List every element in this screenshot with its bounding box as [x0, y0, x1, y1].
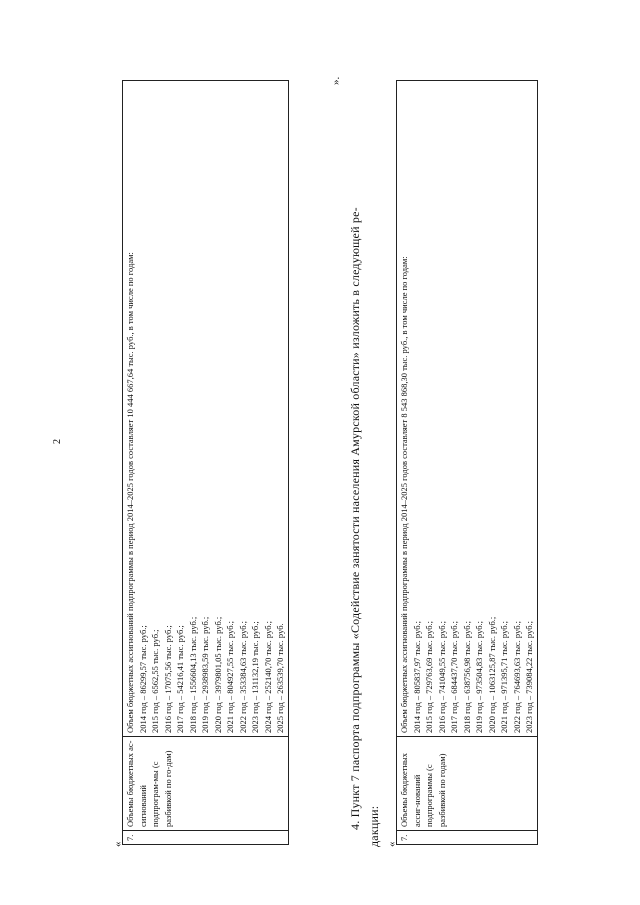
row-content	[123, 81, 289, 737]
row-number: 7.	[397, 831, 538, 845]
year-allocation: 2022 год – 353384,63 тыс. руб.;	[237, 620, 248, 733]
quote-close-1: ».	[330, 76, 342, 85]
year-allocation: 2018 год – 1556604,13 тыс. руб.;	[187, 616, 198, 733]
year-allocation: 2019 год – 2938983,59 тыс. руб.;	[200, 616, 210, 733]
year-allocation: 2022 год – 764693,63 тыс. руб.;	[511, 620, 522, 733]
year-allocation: 2021 год – 971395,71 тыс. руб.;	[499, 620, 509, 733]
year-allocation: 2017 год – 54216,41 тыс. руб.;	[175, 625, 185, 733]
row-label: Объемы бюджетных ас-сигнований подпрограм-мы (с разбивкой по го-дам)	[123, 737, 289, 831]
year-allocation: 2025 год – 263539,70 тыс. руб.	[275, 623, 285, 733]
year-allocation: 2016 год – 741049,55 тыс. руб.;	[436, 620, 447, 733]
section-heading: 4. Пункт 7 паспорта подпрограммы «Содействие занятости населения Амурской области» изложить в следующей ре-	[348, 207, 362, 830]
quote-open-1: «	[112, 841, 124, 847]
year-allocation: 2015 год – 729763,69 тыс. руб.;	[424, 620, 434, 733]
budget-table-2	[396, 80, 538, 845]
row-number: 7.	[123, 831, 289, 845]
table-row	[397, 81, 538, 845]
year-allocation: 2023 год – 131132,19 тыс. руб.;	[250, 621, 260, 733]
row-label: Объемы бюджетных ассиг-нований подпрограммы (с разбивкой по годам)	[397, 737, 538, 831]
section-heading-continued: дакции:	[367, 805, 381, 847]
year-allocation: 2016 год – 17075,56 тыс. руб.;	[162, 625, 173, 733]
year-list	[411, 84, 536, 733]
row-content	[397, 81, 538, 737]
year-allocation: 2023 год – 739084,22 тыс. руб.;	[524, 620, 534, 733]
year-allocation: 2015 год – 6562,55 тыс. руб.;	[150, 629, 160, 733]
table-row	[123, 81, 289, 845]
year-allocation: 2019 год – 973504,83 тыс. руб.;	[474, 620, 484, 733]
quote-open-2: «	[386, 841, 398, 847]
page-number: 2	[52, 439, 63, 444]
year-allocation: 2021 год – 804927,55 тыс. руб.;	[225, 620, 235, 733]
year-allocation: 2024 год – 252140,70 тыс. руб.;	[262, 620, 273, 733]
budget-intro: Объем бюджетных ассигнований подпрограммы в период 2014–2025 годов составляет 10 444 667,64 тыс. руб., в том числе по годам:	[125, 252, 135, 733]
year-allocation: 2020 год – 1063125,87 тыс. руб.;	[486, 616, 497, 733]
year-allocation: 2014 год – 805837,97 тыс. руб.;	[411, 620, 422, 733]
budget-intro: Объем бюджетных ассигнований подпрограммы в период 2014–2025 годов составляет 8 543 868,30 тыс. руб., в том числе по годам:	[399, 256, 409, 733]
budget-table-1	[122, 80, 289, 845]
year-list	[137, 84, 287, 733]
year-allocation: 2017 год – 684437,70 тыс. руб.;	[449, 620, 459, 733]
year-allocation: 2020 год – 3979801,05 тыс. руб.;	[212, 616, 223, 733]
year-allocation: 2018 год – 638756,98 тыс. руб.;	[461, 620, 472, 733]
year-allocation: 2014 год – 86299,57 тыс. руб.;	[137, 625, 148, 733]
